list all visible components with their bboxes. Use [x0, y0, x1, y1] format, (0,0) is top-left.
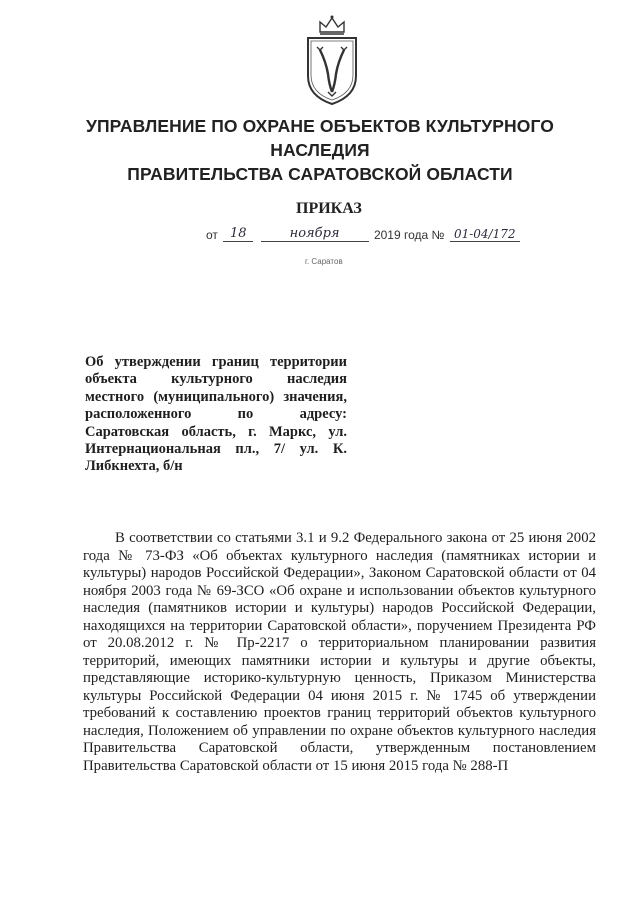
saratov-coat-of-arms-icon: [298, 14, 366, 106]
order-date-line: [206, 226, 520, 248]
order-number: 01-04/172: [450, 227, 520, 242]
order-subject: Об утверждении границ территории объекта культурного наследия местного (муниципального) значения, расположенного по адресу: Саратовская область, г. Маркс, ул. Интернациональная пл., 7/ ул. К. Либкнехта, б/н: [85, 354, 347, 475]
order-body-paragraph: В соответствии со статьями 3.1 и 9.2 Федерального закона от 25 июня 2002 года № 73-ФЗ «Об объектах культурного наследия (памятниках истории и культуры) народов Российской Федерации», Законом Саратовской области от 04 ноября 2003 года № 69-ЗСО «Об охране и использовании объектов культурного наследия (памятников истории и культуры) народов Российской Федерации, находящихся на территории Саратовской области», поручением Президента РФ от 20.08.2012 г. № Пр-2217 о территориальном планировании развития территорий, имеющих памятники истории и культуры и другие объекты, представляющие историко-культурную ценность, Приказом Министерства культуры Российской Федерации 04 июня 2015 г. № 1745 об утверждении требований к составлению проектов границ территорий объектов культурного наследия, Положением об управлении по охране объектов культурного наследия Правительства Саратовской области, утвержденным постановлением Правительства Саратовской области от 15 июня 2015 года № 288-П: [83, 530, 596, 774]
order-year-label: 2019 года №: [373, 228, 445, 242]
order-day: 18: [223, 226, 253, 242]
document-title: ПРИКАЗ: [296, 200, 362, 217]
agency-name: [40, 114, 600, 186]
order-city: г. Саратов: [305, 257, 343, 266]
agency-line-1: УПРАВЛЕНИЕ ПО ОХРАНЕ ОБЪЕКТОВ КУЛЬТУРНОГО НАСЛЕДИЯ: [86, 116, 554, 160]
agency-line-2: ПРАВИТЕЛЬСТВА САРАТОВСКОЙ ОБЛАСТИ: [127, 164, 513, 184]
date-prefix: от: [206, 228, 218, 242]
order-month: ноября: [261, 226, 369, 242]
